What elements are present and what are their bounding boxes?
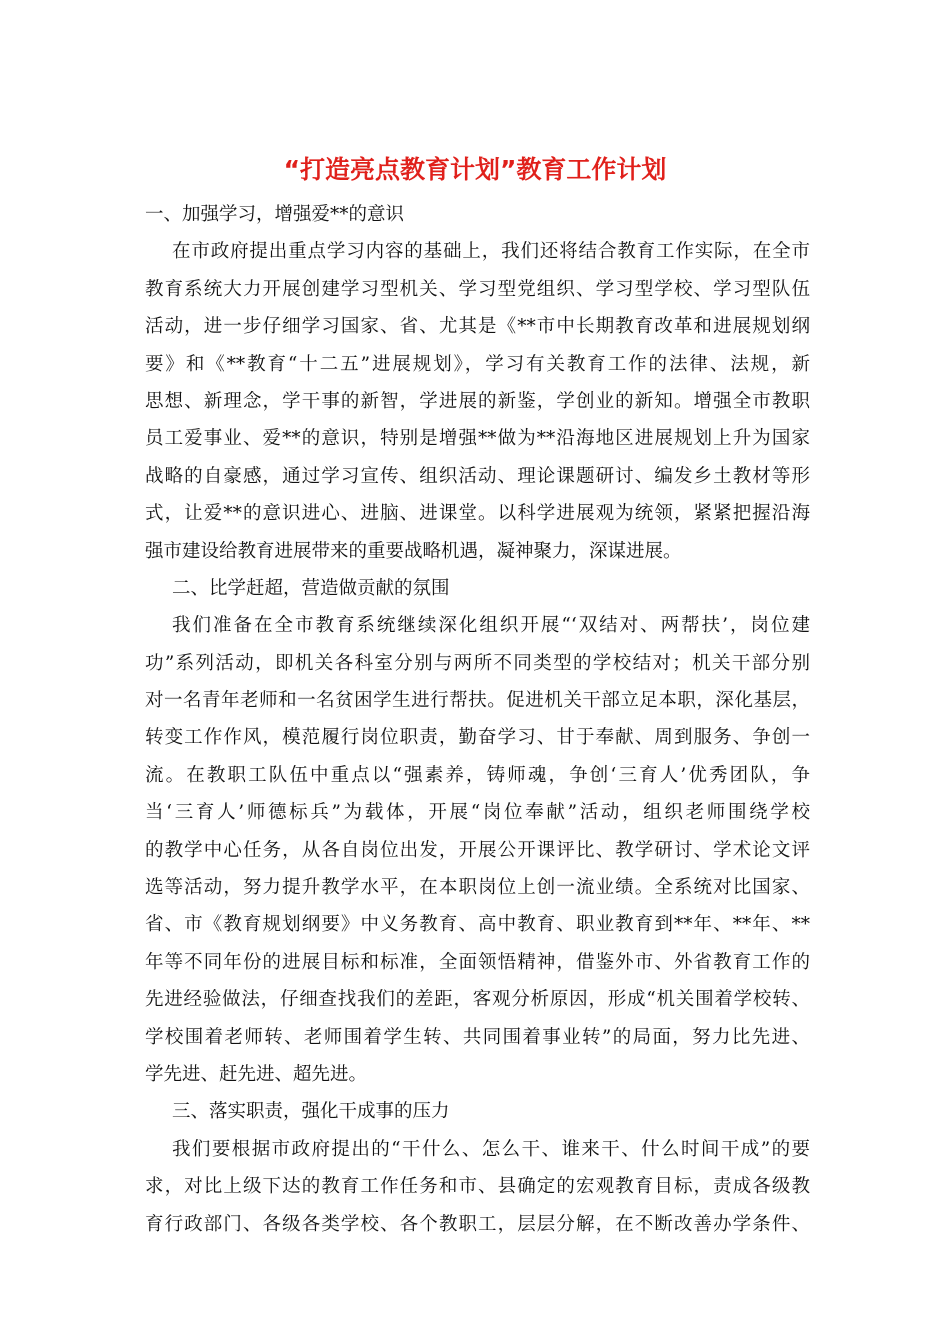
section-heading-3: 三、落实职责，强化干成事的压力: [172, 1101, 450, 1123]
paragraph-line: 求，对比上级下达的教育工作任务和市、县确定的宏观教育目标，责成各级教: [145, 1176, 810, 1198]
document-title: “打造亮点教育计划”教育工作计划: [283, 155, 667, 184]
paragraph-line: 我们要根据市政府提出的“干什么、怎么干、谁来干、什么时间干成”的要: [172, 1138, 810, 1160]
section-paragraph-3: [145, 1131, 810, 1243]
paragraph-line: 强市建设给教育进展带来的重要战略机遇，凝神聚力，深谋进展。: [145, 540, 682, 562]
paragraph-line: 年等不同年份的进展目标和标准，全面领悟精神，借鉴外市、外省教育工作的: [145, 951, 810, 973]
paragraph-line: 战略的自豪感，通过学习宣传、组织活动、理论课题研讨、编发乡土教材等形: [145, 465, 810, 487]
paragraph-line: 要》和《**教育“十二五”进展规划》，学习有关教育工作的法律、法规，新: [145, 353, 810, 375]
section-heading-1: 一、加强学习，增强爱**的意识: [145, 204, 405, 225]
paragraph-line: 学校围着老师转、老师围着学生转、共同围着事业转”的局面，努力比先进、: [145, 1026, 810, 1048]
paragraph-line: 转变工作作风，模范履行岗位职责，勤奋学习、甘于奉献、周到服务、争创一: [145, 727, 810, 749]
paragraph-line: 思想、新理念，学干事的新智，学进展的新鉴，学创业的新知。增强全市教职: [145, 390, 810, 412]
section-paragraph-1: [145, 233, 810, 570]
paragraph-line: 省、市《教育规划纲要》中义务教育、高中教育、职业教育到**年、**年、**: [145, 914, 810, 936]
paragraph-line: 我们准备在全市教育系统继续深化组织开展“‘双结对、两帮扶’，岗位建: [172, 615, 810, 637]
paragraph-line: 先进经验做法，仔细查找我们的差距，客观分析原因，形成“机关围着学校转、: [145, 989, 810, 1011]
paragraph-line: 活动，进一步仔细学习国家、省、尤其是《**市中长期教育改革和进展规划纲: [145, 316, 810, 338]
document-body: [145, 196, 810, 1243]
paragraph-line: 流。在教职工队伍中重点以“强素养，铸师魂，争创‘三育人’优秀团队，争: [145, 764, 810, 786]
paragraph-line: 在市政府提出重点学习内容的基础上，我们还将结合教育工作实际，在全市: [172, 241, 810, 263]
section-paragraph-2: [145, 607, 810, 1093]
paragraph-line: 选等活动，努力提升教学水平，在本职岗位上创一流业绩。全系统对比国家、: [145, 877, 810, 899]
paragraph-line: 教育系统大力开展创建学习型机关、学习型党组织、学习型学校、学习型队伍: [145, 278, 810, 300]
paragraph-line: 功”系列活动，即机关各科室分别与两所不同类型的学校结对；机关干部分别: [145, 652, 810, 674]
paragraph-line: 对一名青年老师和一名贫困学生进行帮扶。促进机关干部立足本职，深化基层，: [145, 690, 810, 712]
paragraph-line: 员工爱事业、爱**的意识，特别是增强**做为**沿海地区进展规划上升为国家: [145, 428, 810, 450]
paragraph-line: 式，让爱**的意识进心、进脑、进课堂。以科学进展观为统领，紧紧把握沿海: [145, 503, 810, 525]
paragraph-line: 的教学中心任务，从各自岗位出发，开展公开课评比、教学研讨、学术论文评: [145, 839, 810, 861]
paragraph-line: 学先进、赶先进、超先进。: [145, 1063, 368, 1085]
section-heading-2: 二、比学赶超，营造做贡献的氛围: [172, 577, 450, 599]
paragraph-line: 当‘三育人’师德标兵”为载体，开展“岗位奉献”活动，组织老师围绕学校: [145, 802, 810, 824]
paragraph-line: 育行政部门、各级各类学校、各个教职工，层层分解，在不断改善办学条件、: [145, 1213, 810, 1235]
